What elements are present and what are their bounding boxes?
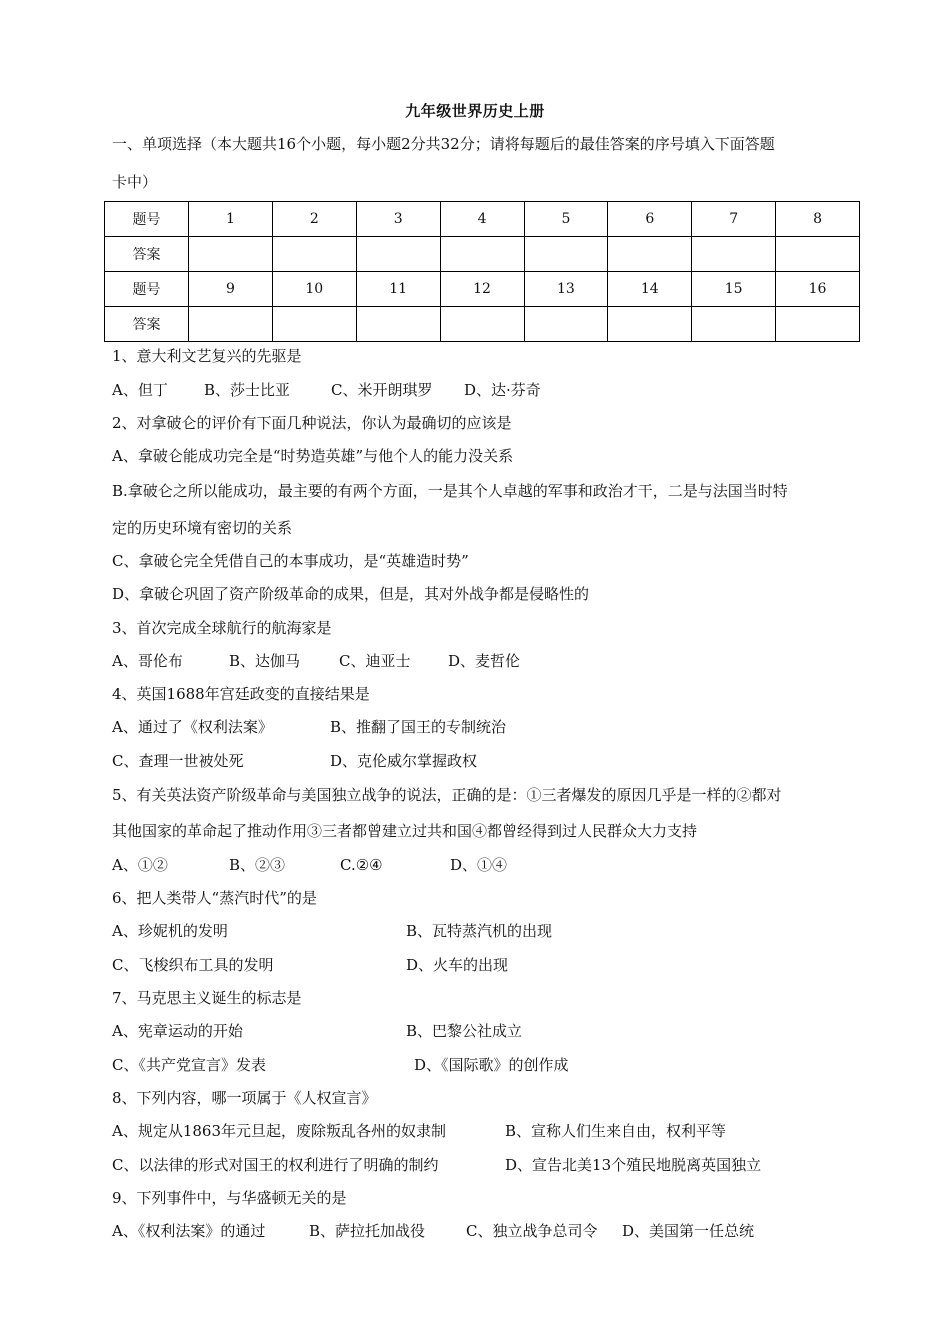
question-1-options [112, 380, 541, 400]
option-b: B、推翻了国王的专制统治 [330, 718, 507, 736]
question-2-option-a: A、拿破仑能成功完全是“时势造英雄”与他个人的能力没关系 [112, 447, 514, 465]
question-9-stem: 9、下列事件中，与华盛顿无关的是 [112, 1189, 347, 1207]
table-row [105, 237, 860, 272]
question-8-options-ab [112, 1121, 726, 1141]
option-b: B、瓦特蒸汽机的出现 [406, 922, 553, 940]
answer-cell[interactable] [272, 307, 356, 342]
option-a: A、但丁 [112, 381, 168, 399]
question-2-option-b-cont: 定的历史环境有密切的关系 [112, 519, 293, 537]
answer-cell[interactable] [189, 237, 273, 272]
option-a: A、《权利法案》的通过 [112, 1222, 266, 1240]
answer-cell[interactable] [189, 307, 273, 342]
question-2-option-c: C、拿破仑完全凭借自己的本事成功，是“英雄造时势” [112, 552, 469, 570]
option-d: D、克伦威尔掌握政权 [330, 752, 478, 770]
question-6-options-cd [112, 955, 508, 975]
question-4-options-ab [112, 717, 506, 737]
question-number-cell: 2 [272, 202, 356, 237]
question-number-cell: 14 [608, 272, 692, 307]
row-label-answer: 答案 [105, 307, 189, 342]
option-a: A、通过了《权利法案》 [112, 718, 273, 736]
question-number-cell: 15 [692, 272, 776, 307]
option-b: B、莎士比亚 [204, 381, 291, 399]
option-a: A、珍妮机的发明 [112, 922, 228, 940]
question-2-option-d: D、拿破仑巩固了资产阶级革命的成果，但是，其对外战争都是侵略性的 [112, 585, 590, 603]
row-label-number: 题号 [105, 272, 189, 307]
row-label-answer: 答案 [105, 237, 189, 272]
answer-cell[interactable] [776, 307, 860, 342]
question-9-options [112, 1221, 754, 1241]
question-number-cell: 5 [524, 202, 608, 237]
answer-cell[interactable] [776, 237, 860, 272]
page-title: 九年级世界历史上册 [405, 102, 545, 120]
answer-cell[interactable] [356, 307, 440, 342]
question-number-cell: 4 [440, 202, 524, 237]
answer-cell[interactable] [524, 237, 608, 272]
question-5-stem-cont: 其他国家的革命起了推动作用③三者都曾建立过共和国④都曾经得到过人民群众大力支持 [112, 822, 698, 840]
answer-cell[interactable] [692, 237, 776, 272]
option-d: D、宣告北美13个殖民地脱离英国独立 [505, 1156, 762, 1174]
answer-cell[interactable] [608, 307, 692, 342]
option-b: B、巴黎公社成立 [406, 1022, 523, 1040]
question-number-cell: 9 [189, 272, 273, 307]
option-a: A、①② [112, 856, 168, 874]
option-c: C、《共产党宣言》发表 [112, 1056, 266, 1074]
option-c: C、独立战争总司令 [466, 1222, 598, 1240]
option-b: B、②③ [229, 856, 286, 874]
option-c: C、米开朗琪罗 [331, 381, 433, 399]
question-4-stem: 4、英国1688年宫廷政变的直接结果是 [112, 685, 370, 703]
option-d: D、麦哲伦 [448, 652, 521, 670]
option-b: B、达伽马 [229, 652, 301, 670]
question-number-cell: 16 [776, 272, 860, 307]
question-number-cell: 3 [356, 202, 440, 237]
option-d: D、美国第一任总统 [622, 1222, 755, 1240]
option-a: A、规定从1863年元旦起，废除叛乱各州的奴隶制 [112, 1122, 447, 1140]
question-3-stem: 3、首次完成全球航行的航海家是 [112, 619, 332, 637]
option-a: A、宪章运动的开始 [112, 1022, 243, 1040]
question-4-options-cd [112, 751, 477, 771]
option-d: D、《国际歌》的创作成 [414, 1056, 569, 1074]
answer-cell[interactable] [440, 237, 524, 272]
question-7-options-cd [112, 1055, 569, 1075]
question-2-stem: 2、对拿破仑的评价有下面几种说法，你认为最确切的应该是 [112, 414, 512, 432]
option-c: C、迪亚士 [339, 652, 411, 670]
question-8-options-cd [112, 1155, 761, 1175]
question-number-cell: 10 [272, 272, 356, 307]
question-3-options [112, 651, 520, 671]
option-c: C、以法律的形式对国王的权利进行了明确的制约 [112, 1156, 439, 1174]
answer-cell[interactable] [440, 307, 524, 342]
question-number-cell: 6 [608, 202, 692, 237]
section-instructions: 一、单项选择（本大题共16个小题，每小题2分共32分；请将每题后的最佳答案的序号填入下面答题 [112, 135, 775, 153]
option-d: D、达·芬奇 [464, 381, 541, 399]
option-d: D、①④ [450, 856, 508, 874]
answer-cell[interactable] [608, 237, 692, 272]
question-7-stem: 7、马克思主义诞生的标志是 [112, 989, 302, 1007]
option-d: D、火车的出现 [406, 956, 509, 974]
question-number-cell: 8 [776, 202, 860, 237]
question-number-cell: 7 [692, 202, 776, 237]
answer-cell[interactable] [692, 307, 776, 342]
table-row [105, 272, 860, 307]
question-number-cell: 11 [356, 272, 440, 307]
answer-cell[interactable] [356, 237, 440, 272]
table-row [105, 202, 860, 237]
option-a: A、哥伦布 [112, 652, 183, 670]
answer-cell[interactable] [272, 237, 356, 272]
option-b: B、宣称人们生来自由，权利平等 [505, 1122, 727, 1140]
option-c: C、飞梭织布工具的发明 [112, 956, 274, 974]
question-1-stem: 1、意大利文艺复兴的先驱是 [112, 347, 302, 365]
question-7-options-ab [112, 1021, 522, 1041]
table-row [105, 307, 860, 342]
option-c: C、查理一世被处死 [112, 752, 244, 770]
question-number-cell: 1 [189, 202, 273, 237]
answer-sheet-table [104, 201, 860, 342]
answer-cell[interactable] [524, 307, 608, 342]
question-6-stem: 6、把人类带人“蒸汽时代”的是 [112, 889, 317, 907]
question-2-option-b: B.拿破仑之所以能成功，最主要的有两个方面，一是其个人卓越的军事和政治才干，二是与法国当时特 [112, 482, 788, 500]
question-8-stem: 8、下列内容，哪一项属于《人权宣言》 [112, 1089, 377, 1107]
row-label-number: 题号 [105, 202, 189, 237]
question-5-options [112, 855, 507, 875]
question-6-options-ab [112, 921, 552, 941]
question-number-cell: 12 [440, 272, 524, 307]
question-number-cell: 13 [524, 272, 608, 307]
option-b: B、萨拉托加战役 [309, 1222, 426, 1240]
question-5-stem: 5、有关英法资产阶级革命与美国独立战争的说法，正确的是：①三者爆发的原因几乎是一样的②都对 [112, 786, 782, 804]
option-c: C.②④ [340, 856, 383, 874]
section-instructions-cont: 卡中） [112, 173, 158, 191]
